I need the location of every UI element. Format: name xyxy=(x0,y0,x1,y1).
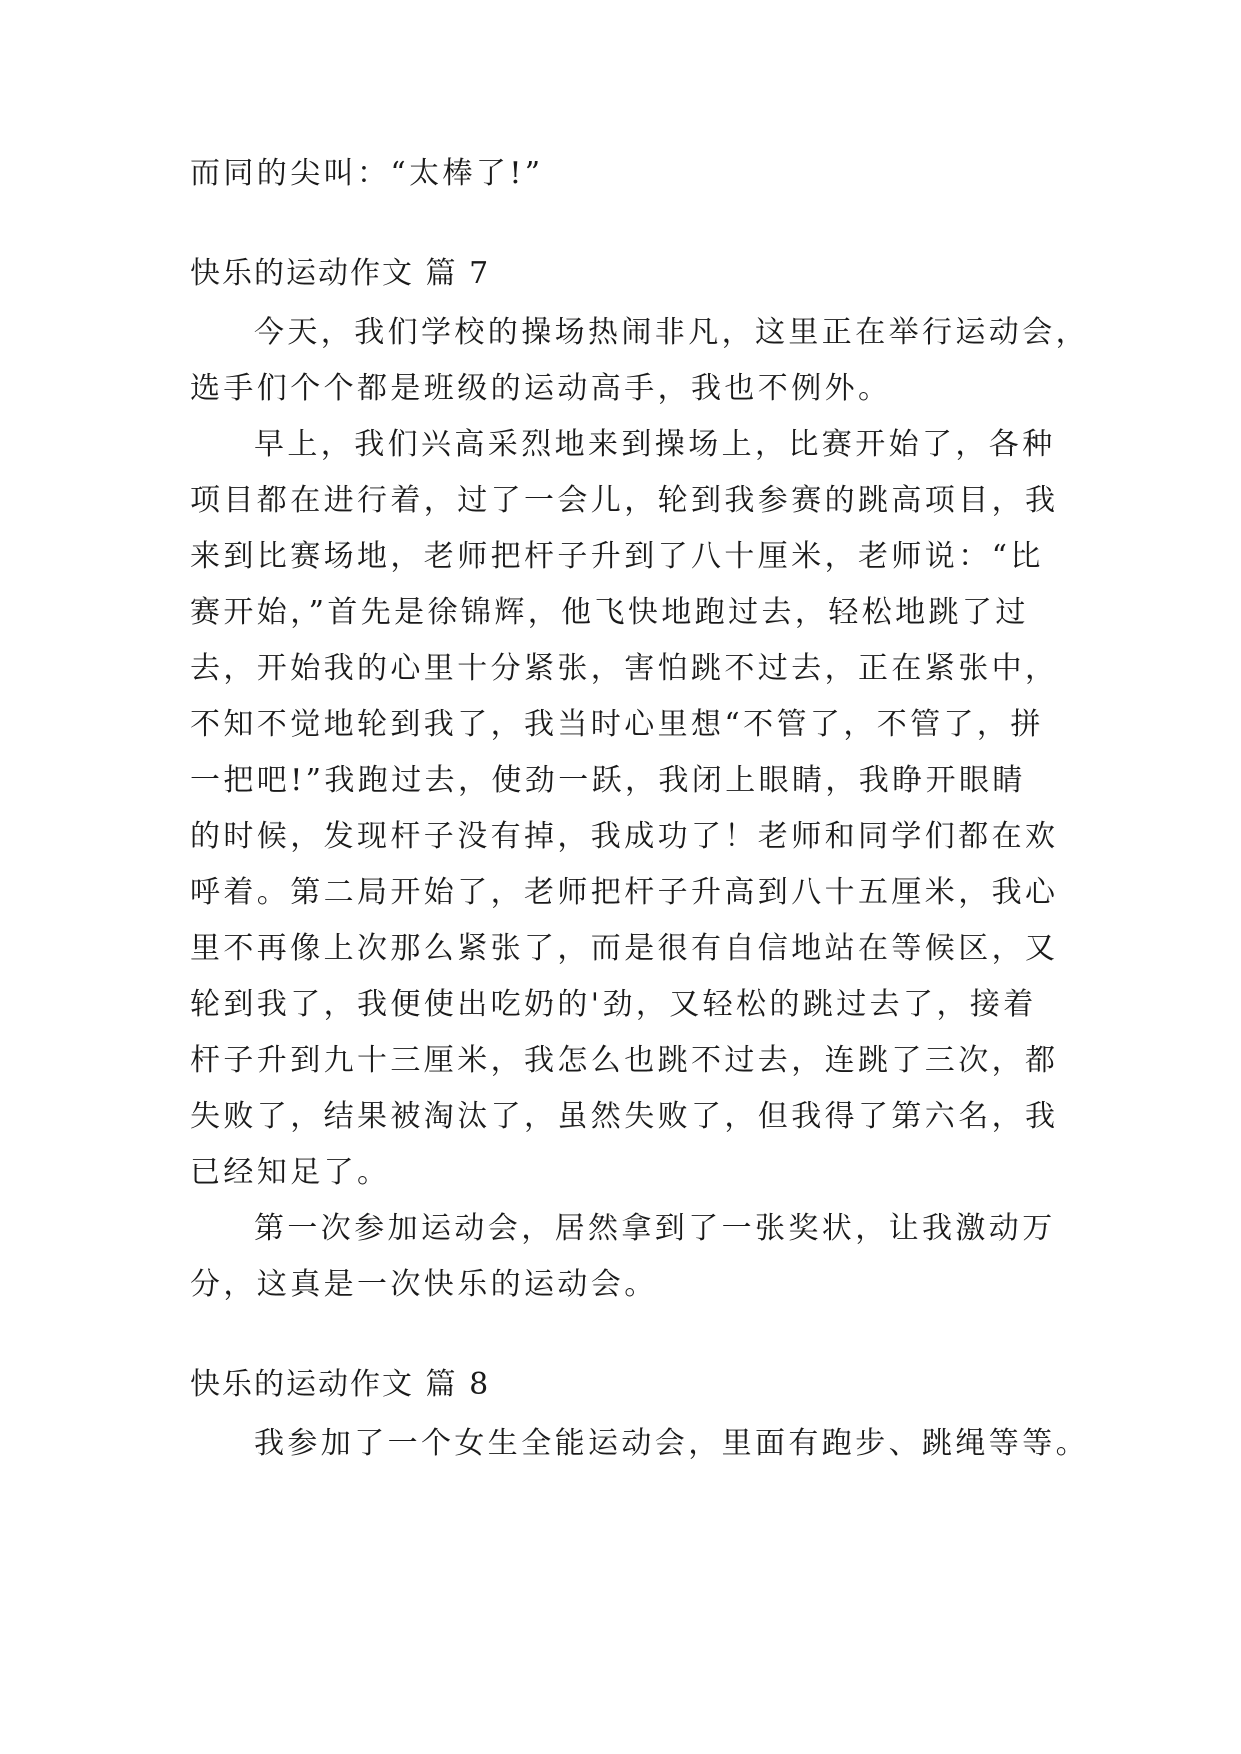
paragraph-line: 第一次参加运动会，居然拿到了一张奖状，让我激动万 xyxy=(254,1211,1056,1246)
paragraph-line: 失败了，结果被淘汰了，虽然失败了，但我得了第六名，我 xyxy=(190,1099,1059,1134)
paragraph-line: 今天，我们学校的操场热闹非凡，这里正在举行运动会， xyxy=(254,315,1089,350)
paragraph-line: 选手们个个都是班级的运动高手，我也不例外。 xyxy=(190,371,892,406)
paragraph-line: 去，开始我的心里十分紧张，害怕跳不过去，正在紧张中， xyxy=(190,651,1059,686)
paragraph-line: 的时候，发现杆子没有掉，我成功了！老师和同学们都在欢 xyxy=(190,819,1059,854)
paragraph-line: 呼着。第二局开始了，老师把杆子升高到八十五厘米，我心 xyxy=(190,875,1059,910)
paragraph-line: 早上，我们兴高采烈地来到操场上，比赛开始了，各种 xyxy=(254,427,1056,462)
paragraph-line: 来到比赛场地，老师把杆子升到了八十厘米，老师说：“比 xyxy=(190,539,1044,574)
paragraph-line: 轮到我了，我便使出吃奶的'劲，又轻松的跳过去了，接着 xyxy=(190,987,1037,1022)
paragraph-line: 已经知足了。 xyxy=(190,1155,391,1190)
paragraph-line: 分，这真是一次快乐的运动会。 xyxy=(190,1267,658,1302)
paragraph-line: 赛开始，”首先是徐锦辉，他飞快地跑过去，轻松地跳了过 xyxy=(190,595,1029,630)
paragraph-line: 项目都在进行着，过了一会儿，轮到我参赛的跳高项目，我 xyxy=(190,483,1059,518)
section-heading-8: 快乐的运动作文 篇 8 xyxy=(190,1367,491,1402)
paragraph-line: 一把吧!”我跑过去，使劲一跃，我闭上眼睛，我睁开眼睛 xyxy=(190,763,1026,798)
paragraph-line: 我参加了一个女生全能运动会，里面有跑步、跳绳等等。 xyxy=(254,1426,1089,1461)
paragraph-line: 杆子升到九十三厘米，我怎么也跳不过去，连跳了三次，都 xyxy=(190,1043,1059,1078)
paragraph-line: 不知不觉地轮到我了，我当时心里想“不管了，不管了，拼 xyxy=(190,707,1044,742)
continuation-line: 而同的尖叫：“太棒了!” xyxy=(190,156,544,191)
section-heading-7: 快乐的运动作文 篇 7 xyxy=(190,256,491,291)
paragraph-line: 里不再像上次那么紧张了，而是很有自信地站在等候区，又 xyxy=(190,931,1059,966)
